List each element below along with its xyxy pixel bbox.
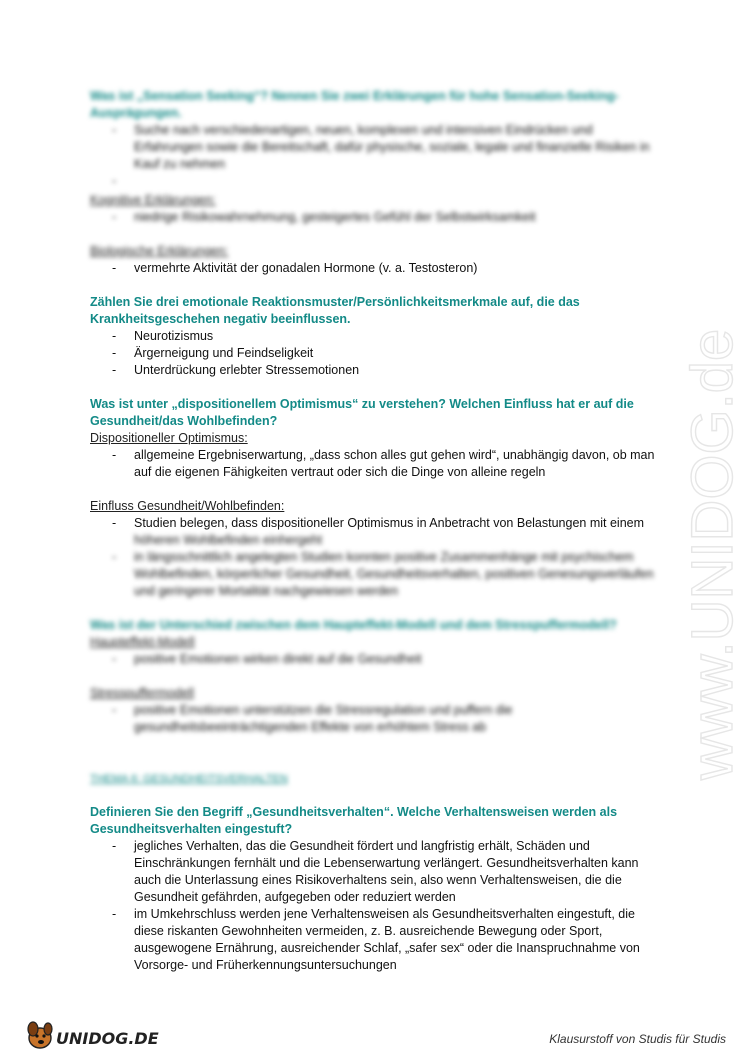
list-item: - Studien belegen, dass dispositioneller Optimismus in Anbetracht von Belastungen mit einem höheren Wohlbefinden einhergeht [112,516,645,547]
svg-text:UNIDOG.DE: UNIDOG.DE [56,1029,159,1048]
list-item: - Ärgerneigung und Feindseligkeit [112,346,314,360]
list-item: - in längsschnittlich angelegten Studien konnten positive Zusammenhänge mit psychischem Wohlbefinden, körperlicher Gesundheit, Gesundheitsverhalten, positiven Genesungsverläufen und geringerer Mortalität nachgewiesen werden [112,550,654,598]
watermark [640,240,750,800]
section-optimism [90,396,655,600]
list-item: - niedrige Risikowahrnehmung, gesteigertes Gefühl der Selbstwirksamkeit [112,210,536,224]
question-heading: Zählen Sie drei emotionale Reaktionsmuster/Persönlichkeitsmerkmale auf, die das Krankheitsgeschehen negativ beeinflussen. [90,295,580,326]
list-item: - allgemeine Ergebniserwartung, „dass schon alles gut gehen wird“, unabhängig davon, ob man auf die eigenen Fähigkeiten vertraut oder sich die Dinge von alleine regeln [112,448,655,479]
list-item: - im Umkehrschluss werden jene Verhaltensweisen als Gesundheitsverhalten eingestuft, die diese riskanten Gewohnheiten vermeiden, z. B. ausreichende Bewegung oder Sport, ausgewogene Ernährung, ausreichender Schlaf, „safer sex“ oder die Inanspruchnahme von Vorsorge- und Früherkennungsuntersuchungen [112,907,640,972]
subheading: Kognitive Erklärungen: [90,193,216,207]
list-item: - Unterdrückung erlebter Stressemotionen [112,363,360,377]
footer-tagline: Klausurstoff von Studis für Studis [549,1032,726,1046]
list-item: - Neurotizismus [112,329,214,343]
section-emotional-patterns [90,294,655,379]
list-item: - vermehrte Aktivität der gonadalen Hormone (v. a. Testosteron) [112,261,478,275]
section-models [90,617,655,787]
dog-icon [28,1022,52,1048]
subheading: Einfluss Gesundheit/Wohlbefinden: [90,499,285,513]
question-heading: Was ist der Unterschied zwischen dem Haupteffekt-Modell und dem Stresspuffermodell? [90,618,617,632]
subheading: Stresspuffermodell [90,686,194,700]
question-heading: Definieren Sie den Begriff „Gesundheitsverhalten“. Welche Verhaltensweisen werden als Gesundheitsverhalten eingestuft? [90,805,618,836]
unidog-logo [22,1013,162,1053]
document-page [90,88,655,974]
question-heading: Was ist „Sensation Seeking“? Nennen Sie zwei Erklärungen für hohe Sensation-Seeking-Ausprägungen. [90,89,619,120]
list-item: - jegliches Verhalten, das die Gesundheit fördert und langfristig erhält, Schäden und Einschränkungen fernhält und die Lebenserwartung verlängert. Gesundheitsverhalten kann auch die Unterlassung eines Risikoverhaltens sein, also wenn Verhaltensweisen, die die Gesundheit gefährden, aufgegeben oder reduziert werden [112,839,639,904]
question-heading: Was ist unter „dispositionellem Optimismus“ zu verstehen? Welchen Einfluss hat er auf die Gesundheit/das Wohlbefinden? [90,397,634,428]
list-item: - [112,174,117,188]
list-item: - positive Emotionen unterstützen die Stressregulation und puffern die gesundheitsbeeinträchtigenden Effekte von erhöhtem Stress ab [112,703,513,734]
subheading: Haupteffekt-Modell [90,635,195,649]
list-item: - positive Emotionen wirken direkt auf die Gesundheit [112,652,422,666]
watermark-text: www.UNIDOG.de [680,328,745,780]
list-item: - Suche nach verschiedenartigen, neuen, komplexen und intensiven Eindrücken und Erfahrungen sowie die Bereitschaft, dafür physische, soziale, legale und finanzielle Risiken in Kauf zu nehmen [112,123,650,171]
theme-title: THEMA 6: GESUNDHEITSVERHALTEN [90,773,288,785]
subheading: Biologische Erklärungen: [90,244,229,258]
section-health-behavior [90,804,655,974]
section-sensation-seeking [90,88,655,260]
subheading: Dispositioneller Optimismus: [90,431,248,445]
